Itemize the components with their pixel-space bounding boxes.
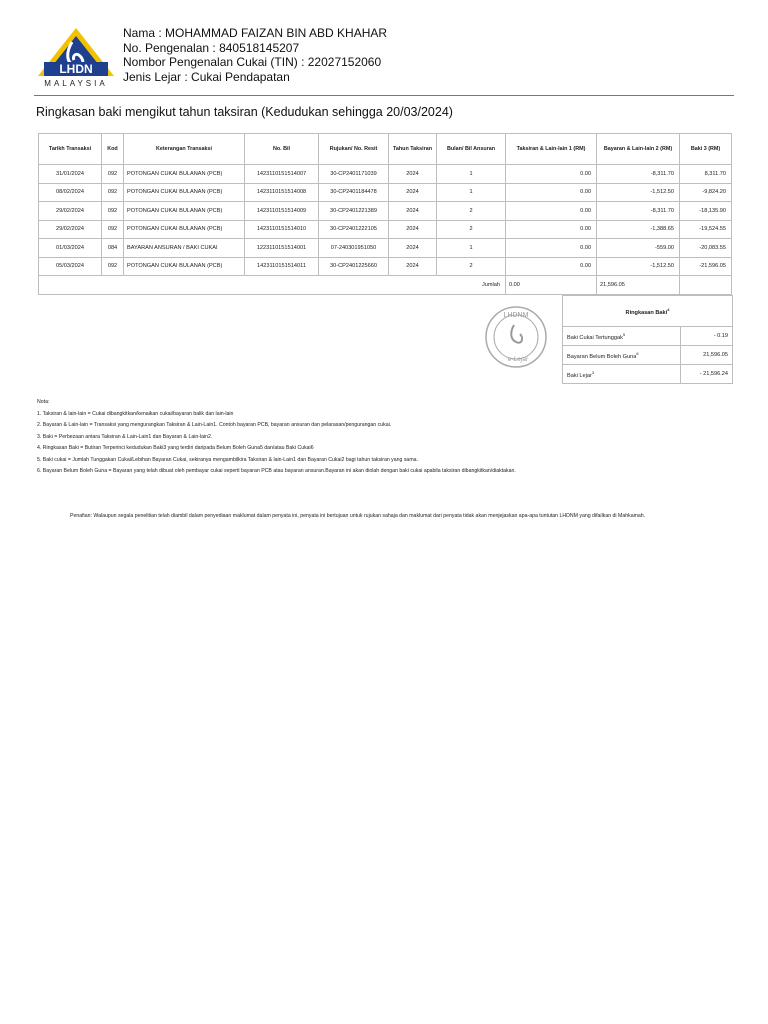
cell-date: 01/03/2024 bbox=[39, 239, 102, 258]
cell-year: 2024 bbox=[389, 220, 437, 239]
cell-year: 2024 bbox=[389, 202, 437, 221]
table-row bbox=[39, 257, 732, 276]
cell-code: 092 bbox=[102, 183, 124, 202]
table-total-row bbox=[39, 276, 732, 295]
summary-value: - 21,596.24 bbox=[681, 365, 733, 384]
header-divider bbox=[34, 95, 734, 96]
note-item: 4. Ringkasan Baki = Butiran Terperinci kedudukan Baki3 yang terdiri daripada Belum Boleh Guna5 dan/atau Baki Cukai6 bbox=[37, 445, 314, 451]
section-title: Ringkasan baki mengikut tahun taksiran (Kedudukan sehingga 20/03/2024) bbox=[36, 105, 453, 119]
col-header-balance: Baki 3 (RM) bbox=[680, 134, 732, 165]
note-item: 6. Bayaran Belum Boleh Guna = Bayaran yang telah dibuat oleh pembayar cukai seperti bayaran PCB atau bayaran ansuran.Bayaran ini akan diolah dengan baki cukai apabila taksiran dibangkitkan/diaktakan. bbox=[37, 468, 516, 474]
table-row bbox=[39, 202, 732, 221]
cell-description: POTONGAN CUKAI BULANAN (PCB) bbox=[124, 165, 245, 184]
cell-assessment: 0.00 bbox=[506, 183, 597, 202]
cell-reference: 30-CP2401225660 bbox=[319, 257, 389, 276]
taxpayer-name: Nama : MOHAMMAD FAIZAN BIN ABD KHAHAR bbox=[123, 26, 388, 40]
cell-code: 084 bbox=[102, 239, 124, 258]
cell-reference: 07-240301951050 bbox=[319, 239, 389, 258]
cell-balance: -20,083.55 bbox=[680, 239, 732, 258]
cell-assessment: 0.00 bbox=[506, 239, 597, 258]
table-row bbox=[39, 220, 732, 239]
table-header-row bbox=[39, 134, 732, 165]
cell-description: POTONGAN CUKAI BULANAN (PCB) bbox=[124, 202, 245, 221]
cell-date: 29/02/2024 bbox=[39, 202, 102, 221]
cell-reference: 30-CP2401222105 bbox=[319, 220, 389, 239]
cell-date: 31/01/2024 bbox=[39, 165, 102, 184]
cell-payment: -559.00 bbox=[597, 239, 680, 258]
table-row bbox=[39, 239, 732, 258]
summary-row bbox=[563, 365, 733, 384]
col-header-assessment: Taksiran & Lain-lain 1 (RM) bbox=[506, 134, 597, 165]
cell-code: 092 bbox=[102, 165, 124, 184]
cell-assessment: 0.00 bbox=[506, 220, 597, 239]
cell-reference: 30-CP2401171039 bbox=[319, 165, 389, 184]
stamp-bottom-text: e-Lejar bbox=[507, 356, 529, 363]
cell-payment: -8,311.70 bbox=[597, 202, 680, 221]
cell-date: 05/03/2024 bbox=[39, 257, 102, 276]
cell-balance: -21,596.05 bbox=[680, 257, 732, 276]
total-label: Jumlah bbox=[39, 276, 506, 295]
cell-balance: -18,135.90 bbox=[680, 202, 732, 221]
cell-payment: -1,388.65 bbox=[597, 220, 680, 239]
summary-label: Baki Lejar$^3$ bbox=[563, 365, 681, 384]
ledger-type: Jenis Lejar : Cukai Pendapatan bbox=[123, 69, 290, 84]
cell-date: 08/02/2024 bbox=[39, 183, 102, 202]
note-item: 3. Baki = Perbezaan antara Taksiran & Lain-Lain1 dan Bayaran & Lain-lain2. bbox=[37, 433, 213, 440]
logo-caption: MALAYSIA bbox=[44, 79, 108, 88]
summary-title: Ringkasan Baki$^4$ bbox=[563, 296, 733, 327]
summary-row bbox=[563, 327, 733, 346]
cell-bill-no: 1423110151514011 bbox=[245, 257, 319, 276]
cell-description: POTONGAN CUKAI BULANAN (PCB) bbox=[124, 183, 245, 202]
cell-payment: -1,512.50 bbox=[597, 257, 680, 276]
total-payment: 21,596.05 bbox=[597, 276, 680, 295]
taxpayer-header bbox=[123, 26, 387, 84]
col-header-date: Tarikh Transaksi bbox=[39, 134, 102, 165]
notes-section bbox=[37, 397, 516, 478]
cell-year: 2024 bbox=[389, 257, 437, 276]
col-header-year: Tahun Taksiran bbox=[389, 134, 437, 165]
taxpayer-id: No. Pengenalan : 840518145207 bbox=[123, 40, 300, 55]
summary-label: Bayaran Belum Boleh Guna$^6$ bbox=[563, 346, 681, 365]
cell-assessment: 0.00 bbox=[506, 165, 597, 184]
cell-bill-no: 1423110151514010 bbox=[245, 220, 319, 239]
cell-reference: 30-CP2401221389 bbox=[319, 202, 389, 221]
cell-installment: 2 bbox=[437, 220, 506, 239]
notes-title: Nota: bbox=[37, 399, 50, 405]
note-item: 5. Baki cukai = Jumlah Tunggakan Cukai/Lebihan Bayaran Cukai, sekiranya mengambilkira Taksiran & lain-Lain1 dan Bayaran Cukai2 bagi tahun taksiran yang sama. bbox=[37, 456, 418, 463]
cell-installment: 1 bbox=[437, 165, 506, 184]
cell-payment: -8,311.70 bbox=[597, 165, 680, 184]
summary-value: - 0.19 bbox=[681, 327, 733, 346]
transactions-table bbox=[38, 133, 732, 295]
cell-code: 092 bbox=[102, 202, 124, 221]
cell-installment: 2 bbox=[437, 257, 506, 276]
col-header-code: Kod bbox=[102, 134, 124, 165]
stamp-top-text: LHDNM bbox=[503, 312, 529, 319]
cell-installment: 2 bbox=[437, 202, 506, 221]
cell-description: BAYARAN ANSURAN / BAKI CUKAI bbox=[124, 239, 245, 258]
cell-balance: -9,824.20 bbox=[680, 183, 732, 202]
cell-installment: 1 bbox=[437, 183, 506, 202]
taxpayer-tin: Nombor Pengenalan Cukai (TIN) : 22027152060 bbox=[123, 55, 382, 69]
col-header-description: Keterangan Transaksi bbox=[124, 134, 245, 165]
cell-year: 2024 bbox=[389, 165, 437, 184]
cell-bill-no: 1423110151514008 bbox=[245, 183, 319, 202]
cell-payment: -1,512.50 bbox=[597, 183, 680, 202]
table-row bbox=[39, 183, 732, 202]
col-header-reference: Rujukan/ No. Resit bbox=[319, 134, 389, 165]
cell-description: POTONGAN CUKAI BULANAN (PCB) bbox=[124, 257, 245, 276]
cell-date: 29/02/2024 bbox=[39, 220, 102, 239]
cell-balance: 8,311.70 bbox=[680, 165, 732, 184]
logo-text: LHDN bbox=[59, 62, 93, 76]
cell-bill-no: 1423110151514009 bbox=[245, 202, 319, 221]
elejar-stamp bbox=[484, 305, 548, 369]
cell-reference: 30-CP2401184478 bbox=[319, 183, 389, 202]
cell-description: POTONGAN CUKAI BULANAN (PCB) bbox=[124, 220, 245, 239]
cell-balance: -19,524.55 bbox=[680, 220, 732, 239]
col-header-installment: Bulan/ Bil Ansuran bbox=[437, 134, 506, 165]
cell-bill-no: 1223110151514001 bbox=[245, 239, 319, 258]
cell-year: 2024 bbox=[389, 183, 437, 202]
cell-installment: 1 bbox=[437, 239, 506, 258]
cell-assessment: 0.00 bbox=[506, 257, 597, 276]
cell-year: 2024 bbox=[389, 239, 437, 258]
summary-row bbox=[563, 346, 733, 365]
col-header-payment: Bayaran & Lain-lain 2 (RM) bbox=[597, 134, 680, 165]
cell-code: 092 bbox=[102, 257, 124, 276]
note-item: 2. Bayaran & Lain-lain = Transaksi yang mengurangkan Taksiran & Lain-Lain1. Contoh bayaran PCB, bayaran ansuran dan pelarasan/pengurangan cukai. bbox=[37, 422, 392, 428]
summary-value: 21,596.05 bbox=[681, 346, 733, 365]
table-row bbox=[39, 165, 732, 184]
total-balance-empty bbox=[680, 276, 732, 295]
summary-label: Baki Cukai Tertunggak$^5$ bbox=[563, 327, 681, 346]
cell-bill-no: 1423110151514007 bbox=[245, 165, 319, 184]
note-item: 1. Taksiran & lain-lain = Cukai dibangkitkan/kenaikan cukai/bayaran balik dan lain-lain bbox=[37, 410, 234, 417]
cell-assessment: 0.00 bbox=[506, 202, 597, 221]
balance-summary-table bbox=[562, 295, 733, 384]
disclaimer: Penafian: Walaupun segala penelitian telah diambil dalam penyediaan maklumat dalam penyata ini, penyata ini bertujuan untuk rujukan sahaja dan maklumat dari penyata tidak akan menjejaskan apa-apa tuntutan LHDNM yang difailkan di Mahkamah. bbox=[70, 513, 646, 519]
total-assessment: 0.00 bbox=[506, 276, 597, 295]
cell-code: 092 bbox=[102, 220, 124, 239]
col-header-bill-no: No. Bil bbox=[245, 134, 319, 165]
